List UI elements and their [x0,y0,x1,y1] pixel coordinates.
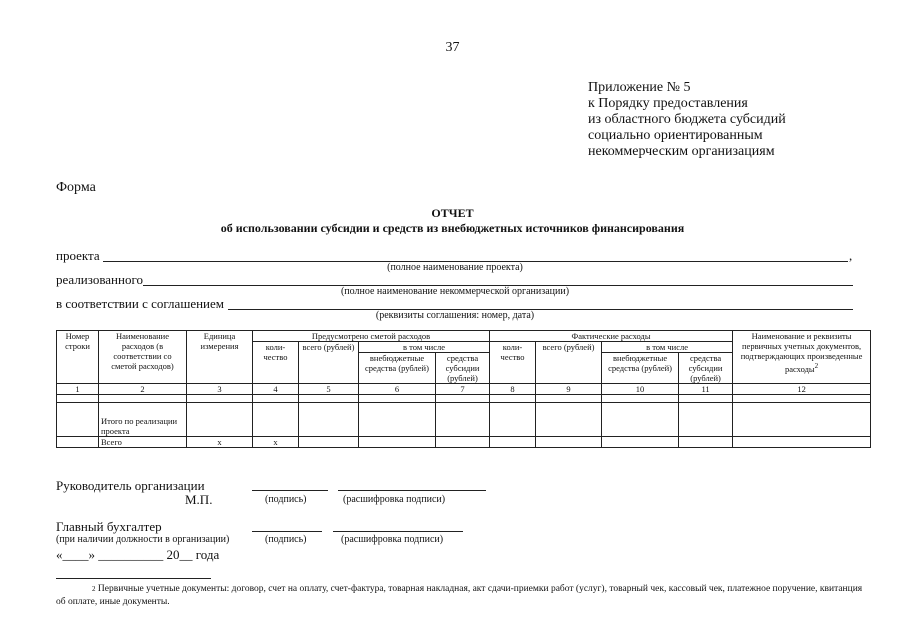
accountant-signature-line[interactable] [252,530,322,532]
header-planned: Предусмотрено сметой расходов [253,331,490,342]
header-planned-subsidy: средства субсидии (рублей) [436,353,490,384]
header-actual-offbudget: внебюджетные средства (рублей) [602,353,679,384]
data-cell[interactable] [733,395,871,403]
accountant-note: (при наличии должности в организации) [56,534,230,545]
head-decode-line[interactable] [338,489,486,491]
head-signature-line[interactable] [252,489,328,491]
col-number: 1 [57,384,99,395]
data-cell[interactable] [253,403,299,437]
header-planned-incl: в том числе [359,342,490,353]
header-actual-total: всего (рублей) [536,342,602,384]
date-line[interactable]: «____» __________ 20__ года [56,547,220,562]
col-number: 7 [436,384,490,395]
col-number: 8 [490,384,536,395]
header-row-number: Номер строки [57,331,99,384]
data-cell[interactable] [57,437,99,448]
header-actual: Фактические расходы [490,331,733,342]
data-cell[interactable] [490,437,536,448]
report-title [0,206,905,236]
project-label: проекта [56,248,100,263]
appendix-line: из областного бюджета субсидий [588,112,786,127]
header-actual-subsidy: средства субсидии (рублей) [679,353,733,384]
accountant-decode-line[interactable] [333,530,463,532]
col-number: 4 [253,384,299,395]
page-number: 37 [445,40,460,55]
data-cell[interactable] [536,437,602,448]
data-cell[interactable] [299,437,359,448]
data-cell[interactable] [359,437,436,448]
stamp-label: М.П. [185,492,213,507]
data-cell[interactable] [490,395,536,403]
project-comma: , [849,248,853,263]
col-number: 11 [679,384,733,395]
title-sub: об использовании субсидии и средств из внебюджетных источников финансирования [220,221,685,235]
col-number: 10 [602,384,679,395]
header-documents [733,331,871,384]
data-cell[interactable] [57,395,99,403]
data-cell[interactable] [679,395,733,403]
data-cell[interactable] [99,395,187,403]
header-documents-text: Наименование и реквизиты первичных учетных документов, подтверждающих произведенные расходы [740,331,863,374]
header-unit: Единица измерения [187,331,253,384]
x-mark: x [187,437,253,448]
appendix-line: социально ориентированным [588,128,763,143]
agreement-caption: (реквизиты соглашения: номер, дата) [375,310,535,321]
appendix-line: к Порядку предоставления [588,96,748,111]
head-label: Руководитель организации [56,478,205,493]
footnote-text: Первичные учетные документы: договор, счет на оплату, счет-фактура, товарная накладная, акт сдачи-приемки работ (услуг), товарный чек, кассовый чек, платежное поручение, квитанция об оплате, иные документы. [56,584,863,607]
data-cell[interactable] [436,395,490,403]
organization-caption: (полное наименование некоммерческой организации) [340,286,570,297]
accountant-decode-caption: (расшифровка подписи) [341,534,444,545]
col-number: 2 [99,384,187,395]
data-cell[interactable] [253,395,299,403]
data-cell[interactable] [436,437,490,448]
data-cell[interactable] [536,395,602,403]
data-cell[interactable] [536,403,602,437]
form-label: Форма [56,180,96,195]
report-table [56,330,871,448]
col-number: 9 [536,384,602,395]
footnote-ref: 2 [814,362,819,370]
footnote-mark: 2 [92,585,96,593]
header-planned-total: всего (рублей) [299,342,359,384]
col-number: 5 [299,384,359,395]
col-number: 3 [187,384,253,395]
col-number: 12 [733,384,871,395]
appendix-line: Приложение № 5 [588,80,691,95]
data-cell[interactable] [299,403,359,437]
project-caption: (полное наименование проекта) [387,262,523,273]
data-cell[interactable] [602,403,679,437]
header-actual-incl: в том числе [602,342,733,353]
header-planned-offbudget: внебюджетные средства (рублей) [359,353,436,384]
appendix-header [588,80,786,160]
data-cell[interactable] [490,403,536,437]
data-cell[interactable] [187,395,253,403]
data-cell[interactable] [602,395,679,403]
x-mark: x [253,437,299,448]
footnote-separator [56,577,211,579]
realized-label: реализованного [56,272,143,287]
data-cell[interactable] [436,403,490,437]
data-cell[interactable] [679,437,733,448]
accountant-label: Главный бухгалтер [56,519,162,534]
data-cell[interactable] [57,403,99,437]
header-expense-name: Наименование расходов (в соответствии со сметой расходов) [99,331,187,384]
row-itogo-label: Итого по реализации проекта [99,403,187,437]
data-cell[interactable] [187,403,253,437]
data-cell[interactable] [733,403,871,437]
data-cell[interactable] [299,395,359,403]
data-cell[interactable] [679,403,733,437]
agreement-label: в соответствии с соглашением [56,296,225,311]
data-cell[interactable] [602,437,679,448]
title-main: ОТЧЕТ [431,206,474,220]
accountant-sign-caption: (подпись) [265,534,307,545]
head-decode-caption: (расшифровка подписи) [343,494,446,505]
appendix-line: некоммерческим организациям [588,144,775,159]
footnote [56,583,866,609]
data-cell[interactable] [359,403,436,437]
header-actual-qty: коли-чество [490,342,536,384]
data-cell[interactable] [733,437,871,448]
head-sign-caption: (подпись) [265,494,307,505]
col-number: 6 [359,384,436,395]
header-planned-qty: коли-чество [253,342,299,384]
data-cell[interactable] [359,395,436,403]
row-vsego-label: Всего [99,437,187,448]
